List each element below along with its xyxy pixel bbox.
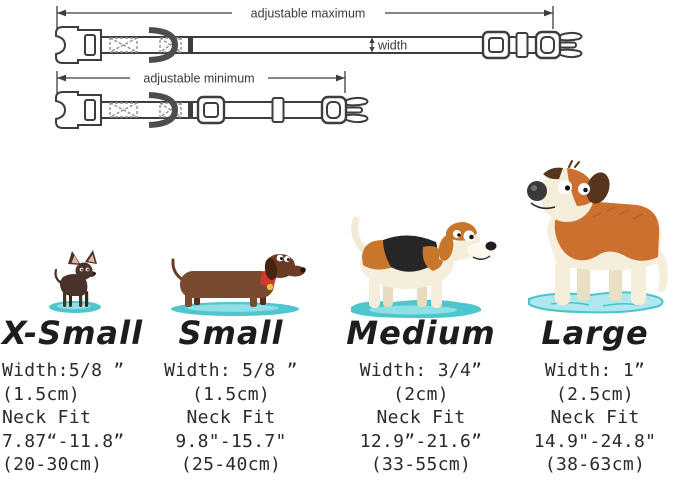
adjustable-minimum-label: adjustable minimum	[143, 71, 255, 86]
width-label: width	[378, 38, 408, 53]
width-cm: (1.5cm)	[2, 383, 80, 405]
width-spec: Width: 3/4”	[359, 360, 483, 381]
neck-fit-label: Neck Fit	[2, 407, 92, 428]
size-name: X-Small	[2, 314, 144, 352]
size-name: Medium	[346, 314, 496, 352]
neck-fit-cm: (38-63cm)	[544, 454, 646, 475]
size-column-medium	[333, 314, 509, 477]
neck-fit-cm: (33-55cm)	[370, 454, 472, 475]
size-column-xsmall	[2, 314, 150, 477]
width-cm: (2cm)	[393, 383, 449, 405]
beagle-illustration	[343, 207, 503, 322]
neck-fit-range: 9.8"-15.7"	[175, 430, 287, 452]
neck-fit-range: 12.9”-21.6”	[359, 430, 483, 452]
size-name: Small	[178, 314, 284, 352]
size-column-small	[150, 314, 312, 477]
chihuahua-illustration	[48, 250, 106, 314]
neck-fit-cm: (20-30cm)	[2, 454, 103, 475]
dachshund-illustration	[167, 247, 307, 317]
width-spec: Width: 1”	[544, 360, 646, 381]
size-name: Large	[541, 314, 649, 352]
size-column-large	[513, 314, 677, 477]
width-spec: Width: 5/8 ”	[164, 360, 298, 381]
neck-fit-label: Neck Fit	[550, 407, 640, 428]
width-cm: (1.5cm)	[192, 383, 270, 405]
collar-minimum-drawing	[56, 92, 368, 128]
neck-fit-label: Neck Fit	[376, 407, 466, 428]
neck-fit-range: 7.87“-11.8”	[2, 430, 125, 452]
neck-fit-range: 14.9"-24.8"	[533, 430, 657, 452]
adjustable-maximum-label: adjustable maximum	[250, 6, 366, 21]
collar-maximum-drawing	[56, 27, 582, 63]
collar-diagram	[0, 0, 679, 150]
neck-fit-label: Neck Fit	[186, 407, 276, 428]
adjustable-minimum-dimension	[57, 71, 345, 93]
width-cm: (2.5cm)	[556, 383, 634, 405]
neck-fit-cm: (25-40cm)	[180, 454, 282, 475]
st-bernard-illustration	[511, 159, 677, 319]
width-spec: Width:5/8 ”	[2, 360, 125, 381]
adjustable-maximum-dimension	[57, 6, 553, 29]
